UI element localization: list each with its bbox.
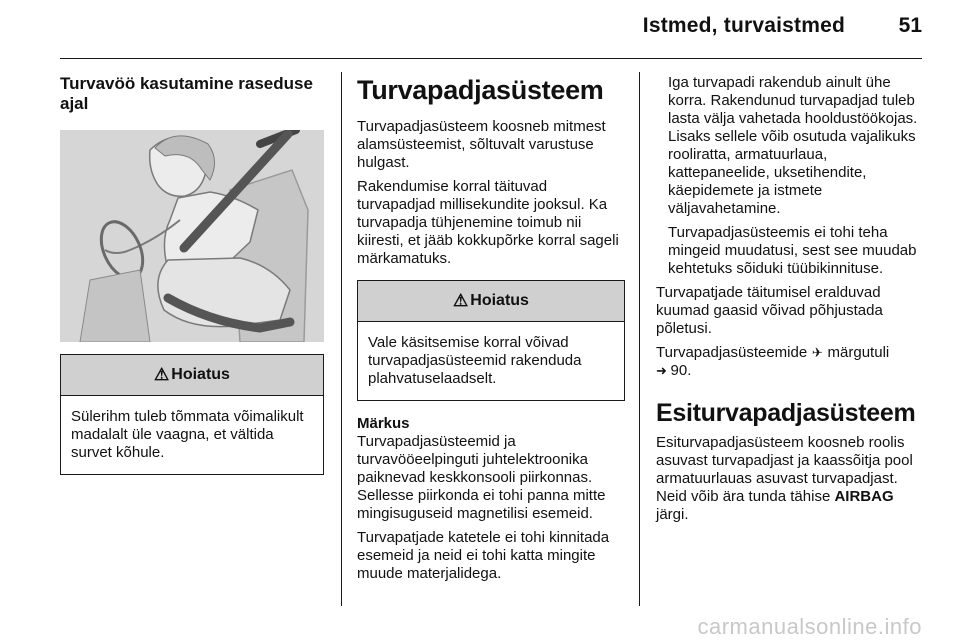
page-number: 51 <box>898 14 922 37</box>
column-left <box>60 74 324 489</box>
warning-header <box>358 281 624 322</box>
warning-header <box>61 355 323 396</box>
watermark: carmanualsonline.info <box>697 614 922 639</box>
main-heading: Turvapadjasüsteem <box>357 75 604 105</box>
paragraph: Iga turvapadi rakendub ainult ühe korra. Rakendunud turvapadjad tuleb lasta välja vahetada hooldustöökojas. Lisaks sellele võib osutuda vajalikuks rooliratta, armatuurlaua, kattepaneelide, uksetihendite, käepidemete ja istmete väljavahetamine. <box>668 74 918 217</box>
warning-text: Sülerihm tuleb tõmmata võimalikult madalalt üle vaagna, et vältida survet kõhule. <box>71 408 304 461</box>
paragraph: Turvapatjade täitumisel eralduvad kuumad gaasid võivad põhjustada põletusi. <box>656 284 883 337</box>
text-fragment: järgi. <box>656 506 689 523</box>
warning-triangle-icon: ⚠ <box>453 291 469 310</box>
note-heading: Märkus <box>357 415 410 432</box>
paragraph: Turvapadjasüsteem koosneb mitmest alamsüsteemist, sõltuvalt varustuse hulgast. <box>357 118 606 171</box>
warning-triangle-icon: ⚠ <box>154 365 170 384</box>
text-fragment: Turvapadjasüsteemide <box>656 344 812 361</box>
paragraph: Turvapadjasüsteemis ei tohi teha mingeid muudatusi, sest see muudab kehtetuks sõiduki tüübikinnituse. <box>668 224 917 277</box>
text-fragment: märgutuli <box>823 344 890 361</box>
header-rule <box>60 58 922 59</box>
page-header-title: Istmed, turvaistmed <box>642 14 845 37</box>
paragraph <box>656 434 920 524</box>
seatbelt-pregnancy-illustration <box>60 130 324 342</box>
section-heading-2: Esiturvapadjasüsteem <box>656 399 916 427</box>
column-divider <box>639 72 640 606</box>
warning-text: Vale käsitsemise korral võivad turvapadjasüsteemid rakenduda plahvatuselaadselt. <box>368 334 582 387</box>
note-paragraph: Turvapadjasüsteemid ja turvavööeelpinguti juhtelektroonika paiknevad keskkonsooli piirkonnas. Sellesse piirkonda ei tohi panna mitte mingisuguseid magnetilisi esemeid. <box>357 433 606 522</box>
paragraph-indicator <box>656 344 920 380</box>
warning-title: Hoiatus <box>470 292 529 309</box>
note-paragraph: Turvapatjade katetele ei tohi kinnitada esemeid ja neid ei tohi katta mingite muude materjalidega. <box>357 529 610 582</box>
column-right <box>656 74 920 530</box>
airbag-indicator-icon: ✈ <box>811 345 823 360</box>
page-reference[interactable]: 90. <box>670 362 692 379</box>
column-divider <box>341 72 342 606</box>
text-fragment: Esiturvapadjasüsteem koosneb roolis asuvast turvapadjast ja kaassõitja pool armatuurlauas asuvast turvapadjast. Neid võib ära tunda tähise <box>656 434 913 505</box>
section-heading: Turvavöö kasutamine raseduse ajal <box>60 74 313 113</box>
warning-title: Hoiatus <box>171 366 230 383</box>
paragraph: Rakendumise korral täituvad turvapadjad millisekundite jooksul. Ka turvapadja tühjenemine toimub nii kiiresti, et jääb kokkupõrke korral sageli märkamatuks. <box>357 178 619 267</box>
airbag-label: AIRBAG <box>834 488 894 505</box>
warning-box <box>60 354 324 475</box>
illustration-svg <box>60 130 324 342</box>
warning-box <box>357 280 625 401</box>
page-reference-arrow-icon: ➜ <box>656 363 671 378</box>
column-middle <box>357 74 625 589</box>
